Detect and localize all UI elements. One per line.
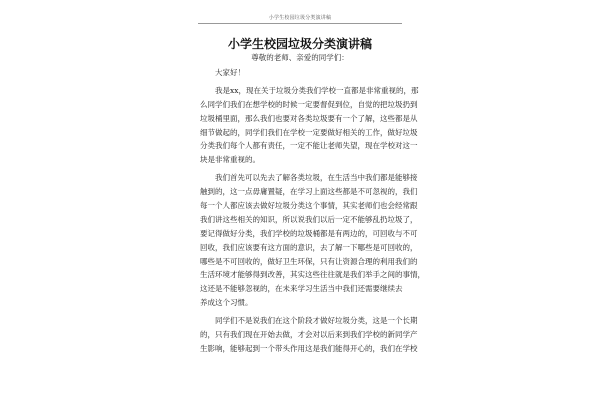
text-line: 我是xx，现在关于垃圾分类我们学校一直都是非常重视的，那 (215, 85, 419, 95)
text-line: 养成这个习惯。 (200, 298, 253, 308)
text-line: 块是非常重视的。 (200, 155, 260, 165)
text-line: 同学们不是说我们在这个阶段才做好垃圾分类，这是一个长期 (215, 316, 418, 326)
text-line: 分类我们每个人都有责任，一定不能让老师失望，现在学校对这一 (200, 141, 418, 151)
text-line: 哪些是不可回收的，做好卫生环保，只有让资源合理的利用我们的 (200, 256, 418, 266)
salutation: 尊敬的老师、亲爱的同学们： (251, 53, 349, 62)
document-title: 小学生校园垃圾分类演讲稿 (227, 37, 372, 51)
text-line: 垃圾桶里面，那么我们也要对各类垃圾要有一个了解，这些都是从 (200, 113, 418, 123)
text-line: 我们首先可以先去了解各类垃圾，在生活当中我们都是能够接 (215, 173, 418, 183)
text-line: 生活环境才能够得到改善，其实这些往往就是我们举手之间的事情， (200, 270, 425, 280)
text-line: 么同学们我们在想学校的时候一定要督促到位，自觉的把垃圾扔到 (200, 99, 418, 109)
text-line: 生影响，能够起到一个带头作用这是我们能得开心的，我们在学校 (200, 343, 418, 353)
text-line: 要记得做好分类，我们学校的垃圾桶都是有两边的，可回收与不可 (200, 228, 418, 238)
speech-body (200, 66, 425, 356)
text-line: 每一个人都应该去做好垃圾分类这个事情，其实老师们也会经常跟 (200, 201, 418, 211)
text-line: 的，只有我们现在开始去做，才会对以后来到我们学校的新同学产 (200, 330, 418, 340)
text-line: 大家好！ (215, 68, 245, 77)
text-line: 这还是不能够忽视的，在未来学习生活当中我们还需要继续去 (200, 284, 403, 294)
text-line: 回收，我们应该要有这方面的意识，去了解一下哪些是可回收的， (200, 242, 418, 252)
text-line: 触到的，这一点毋庸置疑，在学习上面这些都是不可忽视的，我们 (200, 187, 418, 197)
header-divider (198, 23, 402, 24)
running-header: 小学生校园垃圾分类演讲稿 (268, 15, 332, 21)
text-line: 细节做起的，同学们我们在学校一定要做好相关的工作，做好垃圾 (200, 127, 418, 137)
text-line: 我们讲这些相关的知识，所以说我们以后一定不能够乱扔垃圾了， (200, 214, 418, 224)
